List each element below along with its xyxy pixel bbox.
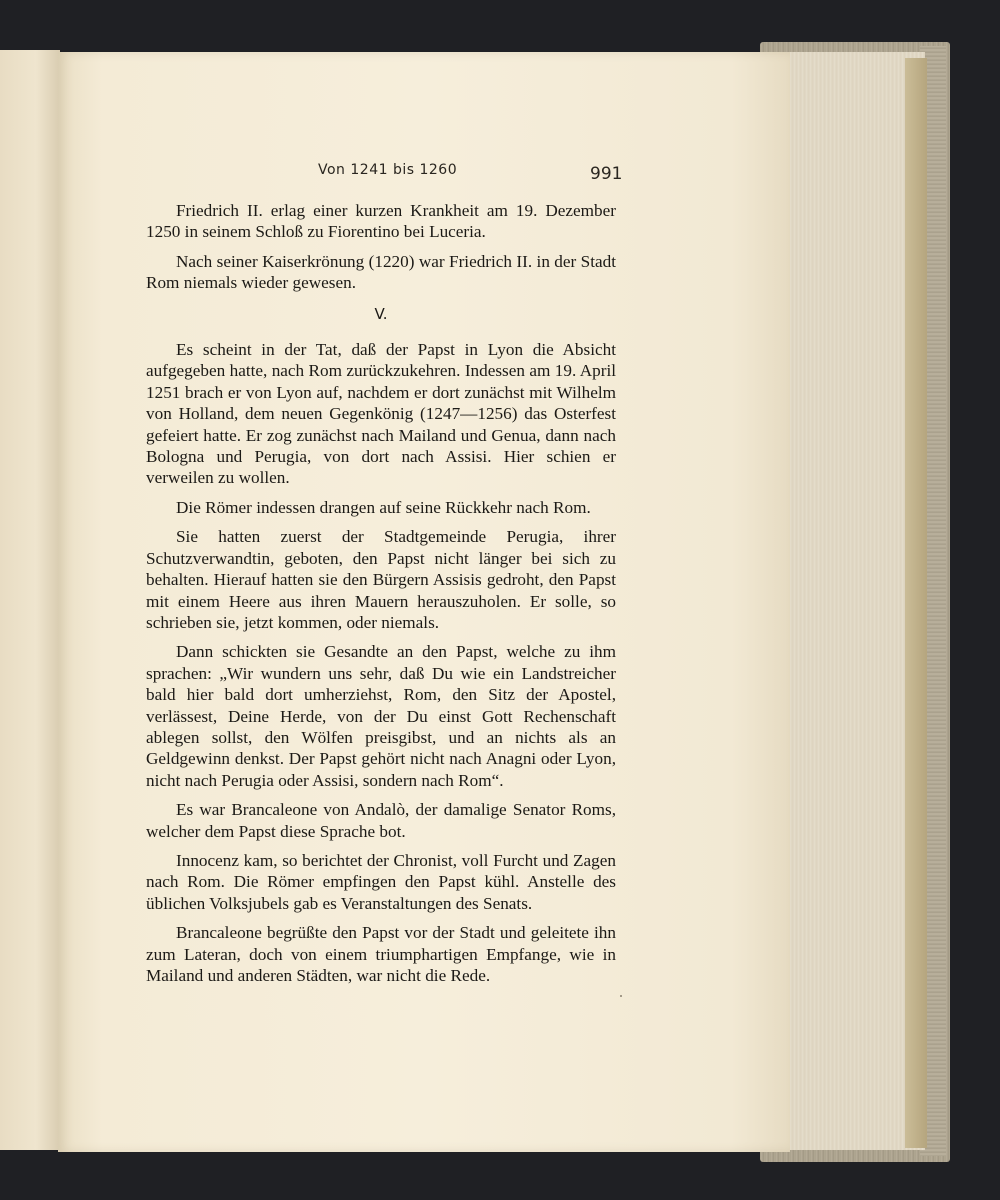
- running-head: Von 1241 bis 1260: [318, 162, 458, 178]
- paragraph: Die Römer indessen drangen auf seine Rückkehr nach Rom.: [176, 497, 591, 517]
- paragraph: Friedrich II. erlag einer kurzen Krankheit am 19. Dezember 1250 in seinem Schloß zu Fiorentino bei Luceria.: [146, 201, 616, 242]
- paragraph: Innocenz kam, so berichtet der Chronist, voll Furcht und Zagen nach Rom. Die Römer empfingen den Papst kühl. Anstelle des üblichen Volksjubels gab es Veranstaltungen des Senats.: [146, 850, 616, 913]
- page-number: 991: [590, 164, 623, 184]
- body-text: [146, 200, 616, 994]
- paragraph: Sie hatten zuerst der Stadtgemeinde Perugia, ihrer Schutzverwandtin, geboten, den Papst nicht länger bei sich zu behalten. Hierauf hatten sie den Bürgern Assisis gedroht, den Papst mit einem Heere aus ihren Mauern herauszuholen. Er solle, so schrieben sie, jetzt kommen, oder niemals.: [146, 527, 616, 632]
- paragraph: Dann schickten sie Gesandte an den Papst, welche zu ihm sprachen: „Wir wundern uns sehr, daß Du wie ein Landstreicher bald hier bald dort umherziehst, Rom, den Sitz der Apostel, verlässest, Deine Herde, von der Du einst Gott Rechenschaft ablegen sollst, den Wölfen preisgibst, und an nichts als an Geldgewinn denkst. Der Papst gehört nicht nach Anagni oder Lyon, nicht nach Perugia oder Assisi, sondern nach Rom“.: [146, 642, 616, 790]
- paper-speck: [620, 995, 622, 997]
- paragraph: Brancaleone begrüßte den Papst vor der Stadt und geleitete ihn zum Lateran, doch von einem triumphartigen Empfange, wie in Mailand und anderen Städten, war nicht die Rede.: [146, 923, 616, 985]
- page-block-edge-tan: [905, 58, 927, 1148]
- paragraph: Es war Brancaleone von Andalò, der damalige Senator Roms, welcher dem Papst diese Sprache bot.: [146, 800, 616, 841]
- facing-page-edge: [0, 50, 60, 1150]
- page-block-edges: [785, 52, 925, 1150]
- section-heading: V.: [374, 304, 388, 323]
- paragraph: Nach seiner Kaiserkrönung (1220) war Friedrich II. in der Stadt Rom niemals wieder gewesen.: [146, 251, 616, 293]
- paragraph: Es scheint in der Tat, daß der Papst in Lyon die Absicht aufgegeben hatte, nach Rom zurückzukehren. Indessen am 19. April 1251 brach er von Lyon auf, nachdem er dort zunächst mit Wilhelm von Holland, dem neuen Gegenkönig (1247—1256) das Osterfest gefeiert hatte. Er zog zunächst nach Mailand und Genua, dann nach Bologna und Perugia, von dort nach Assisi. Hier schien er verweilen zu wollen.: [146, 340, 616, 488]
